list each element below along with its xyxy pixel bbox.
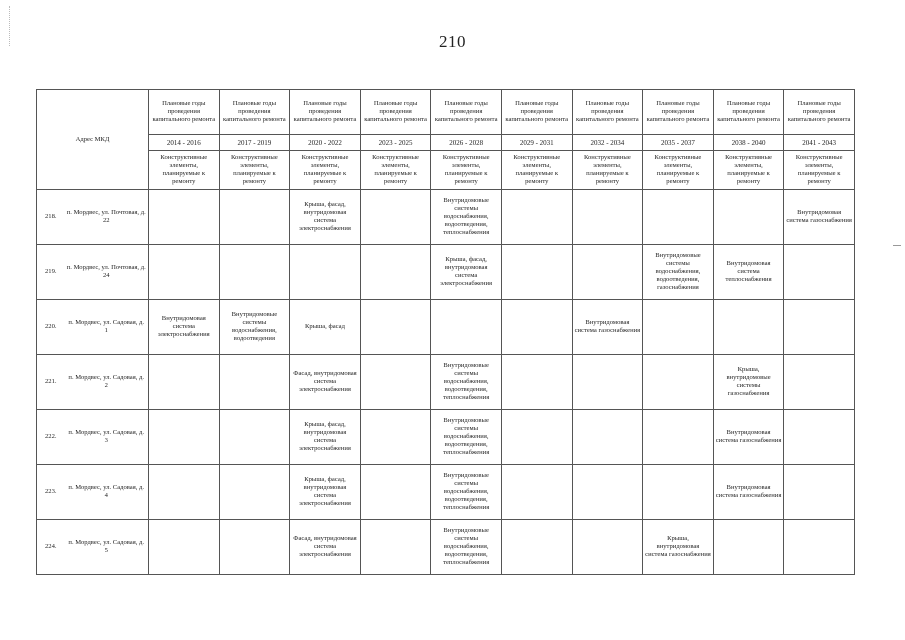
- repair-cell: [784, 355, 855, 410]
- row-address: п. Мордвес, ул. Садовая, д. 4: [65, 465, 149, 520]
- table-row: [37, 355, 855, 410]
- header-row-periods: [37, 135, 855, 151]
- repair-cell: [219, 245, 290, 300]
- period-years-header: 2017 - 2019: [219, 135, 290, 151]
- repair-cell: [219, 465, 290, 520]
- repair-cell: Крыша, фасад, внутридомовая система электроснабжения: [290, 410, 361, 465]
- period-years-header: 2035 - 2037: [643, 135, 714, 151]
- header-row-labels: [37, 90, 855, 135]
- row-number: 219.: [37, 245, 65, 300]
- row-number: 222.: [37, 410, 65, 465]
- repair-cell: [431, 300, 502, 355]
- table-row: [37, 410, 855, 465]
- elements-label-header: Конструктивные элементы, планируемые к ремонту: [290, 151, 361, 190]
- repair-cell: [360, 410, 431, 465]
- repair-cell: [149, 410, 220, 465]
- row-address: п. Мордвес, ул. Садовая, д. 2: [65, 355, 149, 410]
- repair-cell: [290, 245, 361, 300]
- period-label-header: Плановые годы проведения капитального ремонта: [713, 90, 784, 135]
- repair-cell: [360, 300, 431, 355]
- repair-cell: [643, 300, 714, 355]
- repair-cell: [784, 520, 855, 575]
- repair-cell: [713, 190, 784, 245]
- repair-cell: [360, 355, 431, 410]
- period-label-header: Плановые годы проведения капитального ремонта: [784, 90, 855, 135]
- period-years-header: 2020 - 2022: [290, 135, 361, 151]
- period-years-header: 2029 - 2031: [501, 135, 572, 151]
- table-row: [37, 300, 855, 355]
- repair-cell: Крыша, фасад, внутридомовая система электроснабжения: [290, 465, 361, 520]
- repair-cell: [643, 410, 714, 465]
- repair-cell: Внутридомовые системы водоснабжения, водоотведения, теплоснабжения: [431, 520, 502, 575]
- repair-cell: [643, 190, 714, 245]
- period-years-header: 2041 - 2043: [784, 135, 855, 151]
- row-address: п. Мордвес, ул. Садовая, д. 1: [65, 300, 149, 355]
- repair-cell: Крыша, внутридомовые системы газоснабжения: [713, 355, 784, 410]
- period-label-header: Плановые годы проведения капитального ремонта: [219, 90, 290, 135]
- repair-cell: [501, 410, 572, 465]
- repair-cell: Крыша, фасад, внутридомовая система электроснабжения: [290, 190, 361, 245]
- repair-cell: [501, 190, 572, 245]
- repair-cell: [360, 245, 431, 300]
- row-number: 218.: [37, 190, 65, 245]
- repair-cell: Внутридомовые системы водоснабжения, водоотведения: [219, 300, 290, 355]
- period-years-header: 2014 - 2016: [149, 135, 220, 151]
- repair-cell: [501, 355, 572, 410]
- repair-cell: [572, 355, 643, 410]
- row-number: 221.: [37, 355, 65, 410]
- period-label-header: Плановые годы проведения капитального ремонта: [149, 90, 220, 135]
- row-address: п. Мордвес, ул. Садовая, д. 3: [65, 410, 149, 465]
- period-label-header: Плановые годы проведения капитального ремонта: [360, 90, 431, 135]
- elements-label-header: Конструктивные элементы, планируемые к ремонту: [219, 151, 290, 190]
- repair-cell: [501, 245, 572, 300]
- repair-cell: [360, 190, 431, 245]
- repair-cell: [784, 465, 855, 520]
- table-row: [37, 190, 855, 245]
- repair-cell: Крыша, фасад, внутридомовая система электроснабжения: [431, 245, 502, 300]
- repair-cell: [643, 355, 714, 410]
- header-row-elements: [37, 151, 855, 190]
- repair-cell: [149, 355, 220, 410]
- repair-cell: [219, 410, 290, 465]
- repair-cell: Внутридомовая система газоснабжения: [713, 465, 784, 520]
- repair-cell: [572, 190, 643, 245]
- row-number: 220.: [37, 300, 65, 355]
- elements-label-header: Конструктивные элементы, планируемые к ремонту: [713, 151, 784, 190]
- repair-cell: [360, 520, 431, 575]
- period-label-header: Плановые годы проведения капитального ремонта: [501, 90, 572, 135]
- repair-cell: [784, 300, 855, 355]
- repair-cell: [149, 520, 220, 575]
- elements-label-header: Конструктивные элементы, планируемые к ремонту: [431, 151, 502, 190]
- elements-label-header: Конструктивные элементы, планируемые к ремонту: [501, 151, 572, 190]
- repair-cell: [784, 245, 855, 300]
- row-number: 224.: [37, 520, 65, 575]
- repair-cell: [149, 245, 220, 300]
- period-label-header: Плановые годы проведения капитального ремонта: [643, 90, 714, 135]
- repair-cell: [219, 355, 290, 410]
- repair-cell: Внутридомовые системы водоснабжения, водоотведения, теплоснабжения: [431, 410, 502, 465]
- repair-cell: Внутридомовые системы водоснабжения, водоотведения, газоснабжения: [643, 245, 714, 300]
- period-label-header: Плановые годы проведения капитального ремонта: [290, 90, 361, 135]
- repair-cell: Внутридомовая система электроснабжения: [149, 300, 220, 355]
- repair-cell: [360, 465, 431, 520]
- period-years-header: 2032 - 2034: [572, 135, 643, 151]
- repair-cell: Внутридомовая система теплоснабжения: [713, 245, 784, 300]
- period-years-header: 2026 - 2028: [431, 135, 502, 151]
- repair-cell: Внутридомовые системы водоснабжения, водоотведения, теплоснабжения: [431, 355, 502, 410]
- repair-cell: [713, 520, 784, 575]
- table-row: [37, 520, 855, 575]
- repair-cell: [501, 465, 572, 520]
- row-address: п. Мордвес, ул. Садовая, д. 5: [65, 520, 149, 575]
- repair-cell: [713, 300, 784, 355]
- repair-cell: Фасад, внутридомовая система электроснабжения: [290, 520, 361, 575]
- repair-plan-table: [36, 89, 855, 575]
- repair-cell: Фасад, внутридомовая система электроснабжения: [290, 355, 361, 410]
- elements-label-header: Конструктивные элементы, планируемые к ремонту: [572, 151, 643, 190]
- repair-cell: [572, 410, 643, 465]
- repair-cell: Внутридомовые системы водоснабжения, водоотведения, теплоснабжения: [431, 190, 502, 245]
- table-row: [37, 245, 855, 300]
- repair-cell: Крыша, внутридомовая система газоснабжения: [643, 520, 714, 575]
- repair-cell: [501, 300, 572, 355]
- elements-label-header: Конструктивные элементы, планируемые к ремонту: [360, 151, 431, 190]
- repair-cell: [149, 190, 220, 245]
- repair-cell: [572, 520, 643, 575]
- elements-label-header: Конструктивные элементы, планируемые к ремонту: [149, 151, 220, 190]
- repair-cell: Внутридомовая система газоснабжения: [784, 190, 855, 245]
- scan-edge-mark: [893, 245, 901, 246]
- period-years-header: 2023 - 2025: [360, 135, 431, 151]
- row-number: 223.: [37, 465, 65, 520]
- period-label-header: Плановые годы проведения капитального ремонта: [431, 90, 502, 135]
- elements-label-header: Конструктивные элементы, планируемые к ремонту: [643, 151, 714, 190]
- repair-cell: Внутридомовая система газоснабжения: [713, 410, 784, 465]
- repair-cell: [643, 465, 714, 520]
- repair-cell: [219, 190, 290, 245]
- address-column-header: Адрес МКД: [37, 90, 149, 190]
- repair-cell: [501, 520, 572, 575]
- repair-cell: [784, 410, 855, 465]
- row-address: п. Мордвес, ул. Почтовая, д. 22: [65, 190, 149, 245]
- period-years-header: 2038 - 2040: [713, 135, 784, 151]
- table-row: [37, 465, 855, 520]
- repair-cell: [572, 245, 643, 300]
- repair-cell: [572, 465, 643, 520]
- row-address: п. Мордвес, ул. Почтовая, д. 24: [65, 245, 149, 300]
- repair-cell: [219, 520, 290, 575]
- repair-cell: Крыша, фасад: [290, 300, 361, 355]
- repair-cell: Внутридомовые системы водоснабжения, водоотведения, теплоснабжения: [431, 465, 502, 520]
- period-label-header: Плановые годы проведения капитального ремонта: [572, 90, 643, 135]
- elements-label-header: Конструктивные элементы, планируемые к ремонту: [784, 151, 855, 190]
- repair-cell: [149, 465, 220, 520]
- page-number: 210: [439, 32, 466, 51]
- repair-cell: Внутридомовая система газоснабжения: [572, 300, 643, 355]
